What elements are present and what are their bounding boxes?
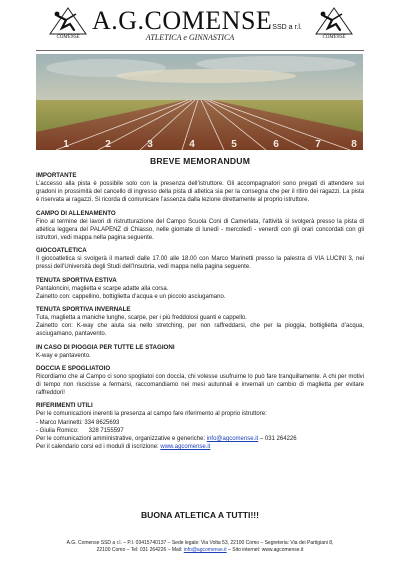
section-line: Tuta, maglietta a maniche lunghe, scarpe, per i più freddolosi guanti e cappello. [36, 315, 247, 322]
calendar-text: Per il calendario corsi ed i moduli di iscrizione: [36, 444, 161, 451]
section-body: Ricordiamo che al Campo ci sono spogliatoi con doccia, chi volesse usufruirne lo può fare tranquillamente. A chi per motivi di tempo non riuscisse a fermarsi, raccomandiamo nei mesi autunnali e invernali un cambio di maglietta per evitare raffreddori! [36, 373, 364, 397]
lane-number: 2 [105, 139, 111, 150]
section-riferimenti [36, 402, 364, 451]
calendar-line [36, 443, 364, 451]
section-doccia [36, 365, 364, 398]
section-heading: CAMPO DI ALLENAMENTO [36, 209, 116, 217]
lane-number: 5 [231, 139, 237, 150]
admin-contact-text: Per le comunicazioni amministrative, organizzative e generiche: [36, 436, 207, 443]
contact-marco: - Marco Marinetti: 334 8625693 [36, 419, 120, 426]
club-logo-right [312, 6, 356, 48]
section-body: Zainetto con: K-way che aiuta sia nello stretching, per non raffreddarsi, che per la pioggia, bottiglietta d’acqua, asciugamano, pantavento. [36, 323, 364, 338]
section-heading: DOCCIA E SPOGLIATOIO [36, 364, 111, 372]
phone-text: – 031 264226 [258, 436, 297, 443]
email-link[interactable]: info@agcomense.it [206, 436, 259, 443]
section-body: L’accesso alla pista è possibile solo con la presenza dell’istruttore. Gli accompagnatori sono pregati di attendere sui gradoni in prossimità del cancello di ingresso della pista di atletica sia per la consegna che per il ritiro dei ragazzi. La pista è riservata ai ragazzi. Si ricorda di comunicare l’assenza dalla lezione direttamente al proprio istruttore. [36, 181, 364, 204]
section-tenuta-estiva [36, 277, 364, 301]
lane-number: 7 [315, 139, 321, 150]
logo-text-right: COMENSE [322, 35, 346, 40]
header-divider [36, 50, 364, 51]
lane-number: 3 [147, 139, 153, 150]
footer-text: 22100 Como – Tel: 031 264226 – Mail: [96, 547, 184, 554]
memorandum-body [36, 156, 364, 456]
section-giocoatletica [36, 247, 364, 271]
section-body: Fino al termine dei lavori di ristrutturazione del Campo Scuola Coni di Camerlata, l’attività si svolgerà presso la pista di atletica leggera del PALAPENZ di Chiasso, nelle giornate di lunedì - mercoledì - venerdì con gli orari concordati con gli istruttori, vedi mappa nella pagina seguente. [36, 218, 364, 242]
footer-line-1: A.G. Comense SSD a r.l. – P.I. 03415740137 – Sede legale: Via Volta 53, 22100 Como – Segreteria: Via dei Partigiani 8, [66, 540, 334, 546]
section-body: Il giocoatletica si svolgerà il martedì dalle 17.00 alle 18.00 con Marco Marinetti presso la palestra di VIA LUCINI 3, nei pressi dell’Università degli Studi dell’Insubria, vedi mappa nella pagina seguente. [36, 256, 364, 271]
section-heading: TENUTA SPORTIVA ESTIVA [36, 276, 117, 284]
org-subtitle: ATLETICA e GINNASTICA [145, 33, 235, 42]
letterhead [0, 0, 400, 52]
section-importante [36, 172, 364, 205]
contact-giulia: - Giulia Romico: 328 7155597 [36, 427, 124, 434]
section-line: Zainetto con: cappellino, bottiglietta d’acqua e un piccolo asciugamano. [36, 293, 226, 300]
section-campo [36, 210, 364, 243]
memorandum-title: BREVE MEMORANDUM [149, 156, 251, 166]
lane-number: 8 [351, 139, 357, 150]
section-pioggia [36, 344, 364, 360]
org-name: A.G.COMENSESSD a r.l. [92, 6, 302, 35]
running-track-photo [36, 54, 363, 150]
lane-number: 4 [189, 139, 195, 150]
section-heading: TENUTA SPORTIVA INVERNALE [36, 306, 131, 314]
footer-email-link[interactable]: info@agcomense.it [183, 547, 227, 554]
section-heading: RIFERIMENTI UTILI [36, 402, 93, 410]
section-heading: IMPORTANTE [36, 172, 77, 179]
section-heading: GIOCOATLETICA [36, 247, 87, 255]
footer-website-text: – Sito internet: www.agcomense.it [226, 547, 304, 554]
closing-message: BUONA ATLETICA A TUTTI!!! [140, 510, 260, 520]
section-body: K-way e pantavento. [36, 352, 91, 359]
footer-line-2 [30, 547, 370, 554]
org-suffix: SSD a r.l. [272, 24, 302, 31]
logo-text-left: COMENSE [56, 35, 80, 40]
section-line: Pantaloncini, maglietta e scarpe adatte alla corsa. [36, 285, 169, 292]
page-footer [30, 540, 370, 555]
lane-number: 1 [63, 139, 69, 150]
section-heading: IN CASO DI PIOGGIA PER TUTTE LE STAGIONI [36, 343, 175, 351]
lane-number: 6 [273, 139, 279, 150]
section-line: Per le comunicazioni inerenti la presenza al campo fare riferimento al proprio istruttore: [36, 411, 267, 418]
club-logo-left [46, 6, 90, 48]
section-tenuta-invernale [36, 306, 364, 339]
website-link[interactable]: www.agcomense.it [160, 444, 211, 451]
admin-contact-line [36, 435, 364, 443]
